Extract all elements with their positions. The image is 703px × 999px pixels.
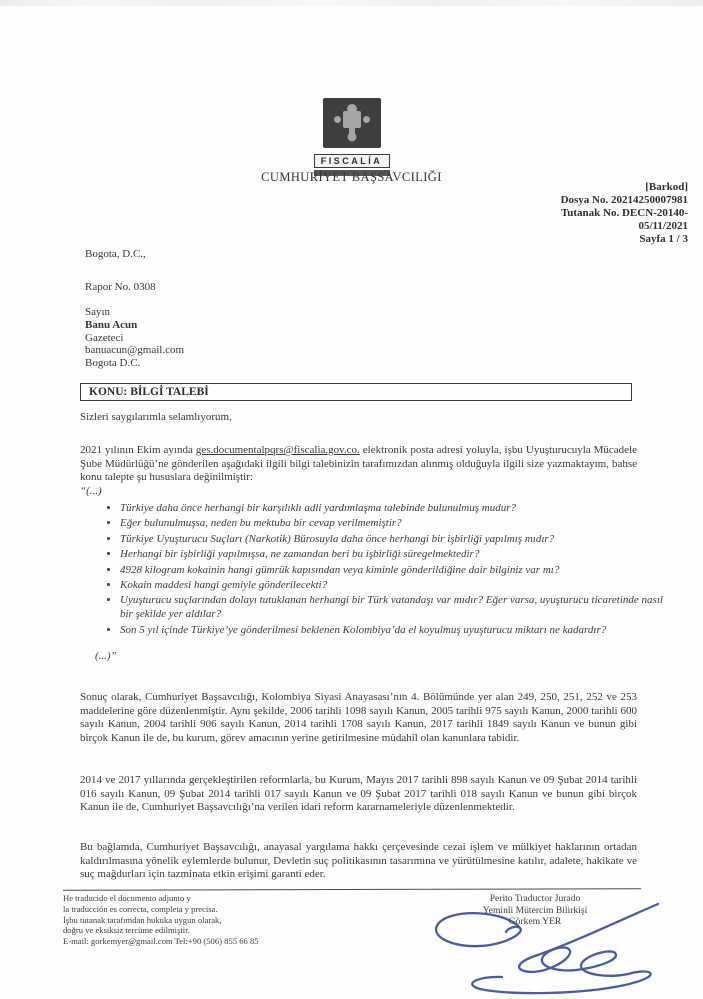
signature-scrawl-icon bbox=[420, 898, 670, 998]
intro-text-after: elektronik posta adresi yoluyla, işbu Uyuşturucuyla Mücadele Şube Müdürlüğü’ne gönderilen aşağıdaki ilgili bilgi talebinizin tarafımızdan alınmış olduğuyla ilgili size yazmaktayım, bahse konu talepte şu hususlara değinilmiştir: bbox=[80, 444, 637, 484]
intro-paragraph bbox=[80, 444, 637, 485]
barcode-placeholder: [Barkod] bbox=[645, 181, 688, 193]
mandate-paragraph: Bu bağlamda, Cumhuriyet Başsavcılığı, anayasal yargılama hakkı çerçevesinde cezai işlem ve mülkiyet haklarının ortadan kaldırılmasına yönelik eylemlerde bulunur, Devletin suç politikasının tasarımına ve yürütülmesine katılır, adalete, hakikate ve suç mağdurları için tazminata etkin erişimi garanti eder. bbox=[80, 841, 637, 881]
question-item: • Herhangi bir işbirliği yapılmışsa, ne zamandan beri bu işbirliği süregelmektedir? bbox=[120, 548, 672, 562]
certification-line: doğru ve eksiksiz tercüme edilmiştir. bbox=[63, 925, 190, 936]
case-metadata bbox=[561, 181, 688, 246]
record-number-line1: Tutanak No. DECN-20140- bbox=[560, 207, 688, 219]
fiscalia-email: ges.documentalpqrs@fiscalia.gov.co. bbox=[195, 444, 360, 456]
certification-line: İşbu tutanak tarafımdan hukuka uygun olarak, bbox=[63, 914, 222, 925]
file-number: Dosya No. 20214250007981 bbox=[560, 194, 688, 206]
question-item: • 4928 kilogram kokainin hangi gümrük kapısından veya kiminle gönderildiğine dair bilginiz var mı? bbox=[120, 564, 672, 578]
question-item: • Türkiye daha önce herhangi bir karşılıklı adli yardımlaşma talebinde bulunulmuş mudur? bbox=[120, 502, 672, 516]
question-item: • Uyuşturucu suçlarından dolayı tutuklanan herhangi bir Türk vatandaşı var mıdır? Eğer varsa, uyuşturucu ticaretinde nasıl bir şekilde yer aldılar? bbox=[120, 594, 672, 622]
report-number: Rapor No. 0308 bbox=[85, 281, 156, 293]
certification-line: He traducido el documento adjunto y bbox=[63, 893, 191, 903]
salutation: Sayın bbox=[85, 306, 111, 318]
greeting-line: Sizleri saygılarımla selamlıyorum, bbox=[80, 411, 232, 423]
quote-open-mark: “(...) bbox=[80, 485, 102, 497]
letterhead bbox=[0, 98, 703, 176]
quote-close-mark: (...)” bbox=[95, 650, 117, 662]
record-number-line2: 05/11/2021 bbox=[638, 220, 688, 232]
question-item: • Eğer bulunulmuşsa, neden bu mektuba bir cevap verilmemiştir? bbox=[120, 517, 672, 531]
recipient-name: Banu Acun bbox=[85, 318, 138, 331]
puzzle-piece-icon bbox=[323, 98, 381, 148]
fiscalia-logo bbox=[314, 98, 390, 176]
translator-certification bbox=[63, 893, 259, 947]
translator-name: Görkem YER bbox=[508, 916, 562, 927]
question-item: • Kokain maddesi hangi gemiyle gönderilecekti? bbox=[120, 579, 672, 593]
city-line: Bogota, D.C., bbox=[85, 248, 146, 260]
question-list bbox=[88, 502, 672, 639]
subject-heading: KONU: BİLGİ TALEBİ bbox=[80, 383, 632, 401]
recipient-email: banuacun@gmail.com bbox=[85, 344, 185, 357]
question-item: • Son 5 yıl içinde Türkiye’ye gönderilmesi beklenen Kolombiya’da el koyulmuş uyuşturucu miktarı ne kadardır? bbox=[120, 624, 672, 638]
question-item: • Türkiye Uyuşturucu Suçları (Narkotik) Bürosuyla daha önce herhangi bir işbirliği yapılmış mıdır? bbox=[120, 533, 672, 547]
scan-edge-artifact bbox=[0, 0, 703, 6]
footer-divider bbox=[63, 888, 641, 891]
recipient-city: Bogota D.C. bbox=[85, 357, 141, 370]
recipient-title: Gazeteci bbox=[85, 331, 124, 344]
recipient-block bbox=[85, 306, 184, 370]
intro-text-before: 2021 yılının Ekim ayında bbox=[80, 444, 196, 456]
translator-title-tr: Yeminli Mütercim Bilirkişi bbox=[482, 904, 588, 916]
translator-title-es: Perito Traductor Jurado bbox=[489, 893, 581, 904]
page-number: Sayfa 1 / 3 bbox=[639, 233, 688, 245]
certification-line: la traducción es correcta, completa y precisa. bbox=[63, 903, 218, 914]
translator-contact: E-mail: gorkemyer@gmail.com Tel:+90 (506) 855 66 85 bbox=[63, 936, 259, 947]
signature bbox=[420, 898, 670, 999]
org-title: CUMHURİYET BAŞSAVCILIĞI bbox=[261, 170, 442, 184]
legal-basis-paragraph: Sonuç olarak, Cumhuriyet Başsavcılığı, Kolombiya Siyasi Anayasası’nın 4. Bölümünde yer alan 249, 250, 251, 252 ve 253 maddelerine göre düzenlenmiştir. Aynı şekilde, 2006 tarihli 1098 sayılı Kanun, 2005 tarihli 975 sayılı Kanun, 2000 tarihli 600 sayılı Kanun, 2004 tarihli 906 sayılı Kanun, 2014 tarihli 1708 sayılı Kanun, 2017 tarihli 1849 sayılı Kanun ve bunun gibi birçok Kanun ile de, bu kurum, görev amacının yerine getirilmesine müdahil olan kanunlara tabidir. bbox=[80, 691, 637, 744]
fiscalia-wordmark: FISCALÍA bbox=[314, 154, 390, 168]
reforms-paragraph: 2014 ve 2017 yıllarında gerçekleştirilen reformlarla, bu Kurum, Mayıs 2017 tarihli 898 sayılı Kanun ve 09 Şubat 2014 tarihli 016 sayılı Kanun, 09 Şubat 2014 tarihli 017 sayılı Kanun ve 09 Şubat 2017 tarihli 018 sayılı Kanun ve bunun gibi birçok Kanun ile de, Cumhuriyet Başsavcılığı’na verilen idari reform kararnameleriyle düzenlenmektedir. bbox=[80, 774, 637, 814]
